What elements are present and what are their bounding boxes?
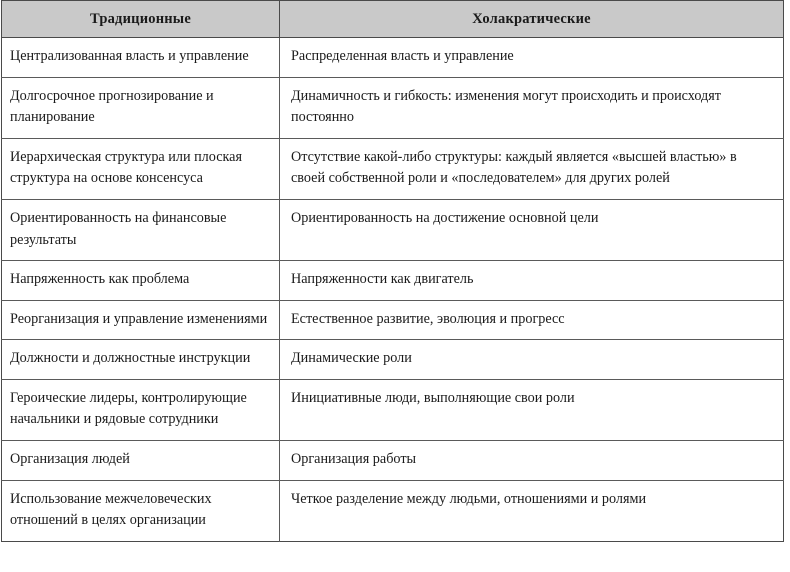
table-row xyxy=(2,261,784,301)
table-row xyxy=(2,138,784,199)
column-header-holacratic: Холакратические xyxy=(280,1,784,38)
table-row xyxy=(2,441,784,481)
cell-holacratic: Организация работы xyxy=(280,441,784,481)
cell-traditional: Использование межчеловеческих отношений в целях организации xyxy=(2,480,280,541)
comparison-table xyxy=(1,0,784,542)
cell-holacratic: Динамичность и гибкость: изменения могут происходить и происходят постоянно xyxy=(280,77,784,138)
cell-holacratic: Четкое разделение между людьми, отношениями и ролями xyxy=(280,480,784,541)
cell-holacratic: Напряженности как двигатель xyxy=(280,261,784,301)
cell-traditional: Напряженность как проблема xyxy=(2,261,280,301)
cell-traditional: Организация людей xyxy=(2,441,280,481)
table-row xyxy=(2,379,784,440)
table-row xyxy=(2,200,784,261)
cell-holacratic: Динамические роли xyxy=(280,340,784,380)
cell-holacratic: Инициативные люди, выполняющие свои роли xyxy=(280,379,784,440)
cell-traditional: Централизованная власть и управление xyxy=(2,38,280,78)
table-row xyxy=(2,77,784,138)
cell-traditional: Иерархическая структура или плоская структура на основе консенсуса xyxy=(2,138,280,199)
cell-traditional: Реорганизация и управление изменениями xyxy=(2,300,280,340)
cell-traditional: Долгосрочное прогнозирование и планирование xyxy=(2,77,280,138)
column-header-traditional: Традиционные xyxy=(2,1,280,38)
cell-traditional: Ориентированность на финансовые результаты xyxy=(2,200,280,261)
cell-traditional: Героические лидеры, контролирующие начальники и рядовые сотрудники xyxy=(2,379,280,440)
table-row xyxy=(2,38,784,78)
cell-holacratic: Ориентированность на достижение основной цели xyxy=(280,200,784,261)
cell-holacratic: Естественное развитие, эволюция и прогресс xyxy=(280,300,784,340)
table-header xyxy=(2,1,784,38)
table-row xyxy=(2,340,784,380)
header-row xyxy=(2,1,784,38)
cell-traditional: Должности и должностные инструкции xyxy=(2,340,280,380)
table-body xyxy=(2,38,784,542)
cell-holacratic: Распределенная власть и управление xyxy=(280,38,784,78)
table-row xyxy=(2,480,784,541)
cell-holacratic: Отсутствие какой-либо структуры: каждый является «высшей властью» в своей собственной роли и «последователем» для других ролей xyxy=(280,138,784,199)
table-row xyxy=(2,300,784,340)
